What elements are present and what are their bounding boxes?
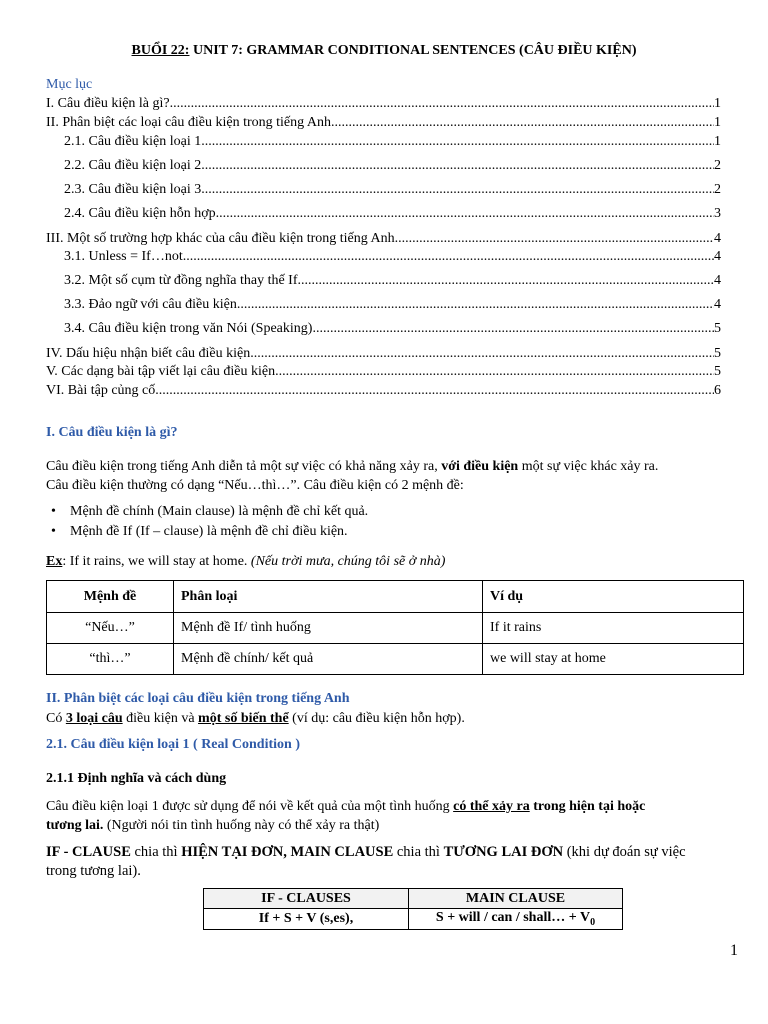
- example-line: [46, 552, 445, 571]
- def-bold-underline: có thể xảy ra: [453, 799, 530, 814]
- bullet-if-clause: [51, 524, 348, 540]
- rule-text: (khi dự đoán sự việc: [563, 844, 686, 860]
- page-number: 1: [730, 942, 738, 959]
- def-text: Câu điều kiện loại 1 được sử dụng để nói về kết quả của một tình huống: [46, 799, 454, 814]
- table-row: [204, 909, 623, 930]
- subsection-2-1-heading: 2.1. Câu điều kiện loại 1 ( Real Condition ): [46, 737, 300, 752]
- rule-bold: HIỆN TẠI ĐƠN, MAIN CLAUSE: [181, 844, 394, 860]
- def-bold: trong hiện tại hoặc: [529, 799, 646, 814]
- toc-entry[interactable]: [46, 113, 721, 131]
- s2-bold-1: 3 loại câu: [65, 711, 123, 726]
- toc-entry-page: 5: [714, 346, 721, 361]
- rule-text: chia thì: [393, 844, 444, 860]
- toc-leader-dots: [216, 206, 714, 222]
- toc-entry-label: 2.1. Câu điều kiện loại 1: [64, 134, 202, 149]
- toc-entry-label: III. Một số trường hợp khác của câu điều kiện trong tiếng Anh: [46, 231, 395, 246]
- toc-entry[interactable]: [64, 247, 721, 265]
- toc-heading: Mục lục: [46, 77, 93, 92]
- table-cell: we will stay at home: [483, 644, 744, 675]
- toc-entry-label: I. Câu điều kiện là gì?: [46, 96, 170, 111]
- toc-entry-label: 3.4. Câu điều kiện trong văn Nói (Speaking): [64, 321, 313, 336]
- toc-leader-dots: [183, 249, 714, 265]
- table-header: IF - CLAUSES: [204, 889, 409, 909]
- bullet-icon: •: [51, 504, 56, 519]
- table-header: MAIN CLAUSE: [409, 889, 623, 909]
- bullet-main-clause: [51, 504, 369, 520]
- structure-table: [203, 888, 623, 930]
- s2-text: Có: [46, 711, 66, 726]
- toc-leader-dots: [201, 158, 714, 174]
- toc-entry-label: 2.3. Câu điều kiện loại 3: [64, 182, 202, 197]
- table-cell: Mệnh đề If/ tình huống: [174, 613, 483, 644]
- clause-table: [46, 580, 744, 675]
- toc-leader-dots: [298, 273, 714, 289]
- toc-leader-dots: [155, 383, 714, 399]
- toc-entry-page: 4: [714, 249, 721, 264]
- toc-entry-page: 5: [714, 364, 721, 379]
- bullet-text: Mệnh đề If (If – clause) là mệnh đề chỉ điều kiện.: [70, 524, 348, 539]
- document-title: [0, 43, 768, 59]
- toc-entry[interactable]: [64, 271, 721, 289]
- rule-text: chia thì: [130, 844, 182, 860]
- example-text: : If it rains, we will stay at home.: [62, 554, 251, 569]
- subscript: 0: [590, 916, 596, 928]
- section-2-paragraph: [46, 709, 465, 728]
- subsection-2-1-1-heading: 2.1.1 Định nghĩa và cách dùng: [46, 771, 227, 786]
- toc-entry[interactable]: [46, 381, 721, 399]
- toc-leader-dots: [170, 96, 714, 112]
- toc-entry-label: V. Các dạng bài tập viết lại câu điều kiện: [46, 364, 276, 379]
- toc-leader-dots: [275, 364, 714, 380]
- toc-entry[interactable]: [46, 362, 721, 380]
- p2-text: Câu điều kiện thường có dạng “Nếu…thì…”. Câu điều kiện có 2 mệnh đề:: [46, 478, 464, 493]
- def-text: (Người nói tin tình huống này có thể xảy ra thật): [103, 818, 380, 833]
- main-clause-formula: S + will / can / shall… + V: [435, 910, 591, 926]
- bullet-text: Mệnh đề chính (Main clause) là mệnh đề chỉ kết quả.: [70, 504, 369, 519]
- toc-entry-page: 3: [714, 206, 721, 221]
- toc-entry[interactable]: [64, 156, 721, 174]
- toc-entry-page: 1: [714, 134, 721, 149]
- section-2-heading: II. Phân biệt các loại câu điều kiện trong tiếng Anh: [46, 691, 350, 706]
- toc-entry-page: 4: [714, 273, 721, 288]
- toc-entry[interactable]: [46, 344, 721, 362]
- toc-entry-page: 1: [714, 115, 721, 130]
- bullet-icon: •: [51, 524, 56, 539]
- p1-text: Câu điều kiện trong tiếng Anh diễn tả một sự việc có khả năng xảy ra,: [46, 459, 442, 474]
- toc-entry-label: 2.4. Câu điều kiện hỗn hợp: [64, 206, 216, 221]
- toc-leader-dots: [201, 182, 714, 198]
- table-cell: Mệnh đề chính/ kết quả: [174, 644, 483, 675]
- toc-entry-label: 2.2. Câu điều kiện loại 2: [64, 158, 202, 173]
- p1-bold: với điều kiện: [441, 459, 519, 474]
- table-cell: If it rains: [483, 613, 744, 644]
- toc-entry-page: 4: [714, 231, 721, 246]
- toc-entry[interactable]: [46, 94, 721, 112]
- example-label: Ex: [46, 554, 63, 569]
- toc-entry[interactable]: [64, 295, 721, 313]
- table-cell: “Nếu…”: [47, 613, 174, 644]
- toc-entry[interactable]: [46, 229, 721, 247]
- rule-bold: TƯƠNG LAI ĐƠN: [443, 844, 564, 860]
- toc-entry-page: 4: [714, 297, 721, 312]
- toc-entry-page: 2: [714, 158, 721, 173]
- toc-leader-dots: [312, 321, 714, 337]
- rule-bold: IF - CLAUSE: [46, 844, 131, 860]
- toc-leader-dots: [201, 134, 714, 150]
- section-1-heading: I. Câu điều kiện là gì?: [46, 425, 178, 440]
- title-prefix: BUỔI 22:: [131, 43, 190, 58]
- section-1-paragraph: [46, 457, 658, 495]
- toc-entry-page: 1: [714, 96, 721, 111]
- toc-leader-dots: [395, 231, 714, 247]
- toc-entry[interactable]: [64, 132, 721, 150]
- table-cell: “thì…”: [47, 644, 174, 675]
- s2-bold-2: một số biến thể: [198, 711, 289, 726]
- table-header: Mệnh đề: [47, 581, 174, 613]
- s2-text: (ví dụ: câu điều kiện hỗn hợp).: [288, 711, 465, 726]
- toc-entry[interactable]: [64, 180, 721, 198]
- toc-entry-page: 5: [714, 321, 721, 336]
- table-cell: If + S + V (s,es),: [204, 909, 409, 930]
- table-cell: [409, 909, 623, 930]
- toc-entry[interactable]: [64, 204, 721, 222]
- s2-text: điều kiện và: [122, 711, 199, 726]
- rule-paragraph: [46, 843, 686, 881]
- title-rest: UNIT 7: GRAMMAR CONDITIONAL SENTENCES (CÂU ĐIỀU KIỆN): [189, 43, 637, 58]
- toc-leader-dots: [237, 297, 714, 313]
- definition-paragraph: [46, 797, 645, 835]
- toc-leader-dots: [331, 115, 714, 131]
- toc-entry-label: IV. Dấu hiệu nhận biết câu điều kiện: [46, 346, 251, 361]
- toc-entry-page: 6: [714, 383, 721, 398]
- table-row: [47, 644, 744, 675]
- example-translation: (Nếu trời mưa, chúng tôi sẽ ở nhà): [250, 554, 446, 569]
- table-header: Ví dụ: [483, 581, 744, 613]
- p1-text-end: một sự việc khác xảy ra.: [518, 459, 659, 474]
- toc-entry-label: 3.2. Một số cụm từ đồng nghĩa thay thế If: [64, 273, 298, 288]
- table-header: Phân loại: [174, 581, 483, 613]
- toc-leader-dots: [250, 346, 714, 362]
- rule-text: trong tương lai).: [46, 863, 141, 879]
- toc-entry[interactable]: [64, 319, 721, 337]
- def-bold: tương lai.: [46, 818, 104, 833]
- toc-entry-label: 3.1. Unless = If…not: [64, 249, 183, 264]
- table-row: [47, 613, 744, 644]
- toc-entry-label: VI. Bài tập củng cố: [46, 383, 156, 398]
- toc-entry-label: II. Phân biệt các loại câu điều kiện trong tiếng Anh: [46, 115, 331, 130]
- toc-entry-page: 2: [714, 182, 721, 197]
- toc-entry-label: 3.3. Đảo ngữ với câu điều kiện: [64, 297, 237, 312]
